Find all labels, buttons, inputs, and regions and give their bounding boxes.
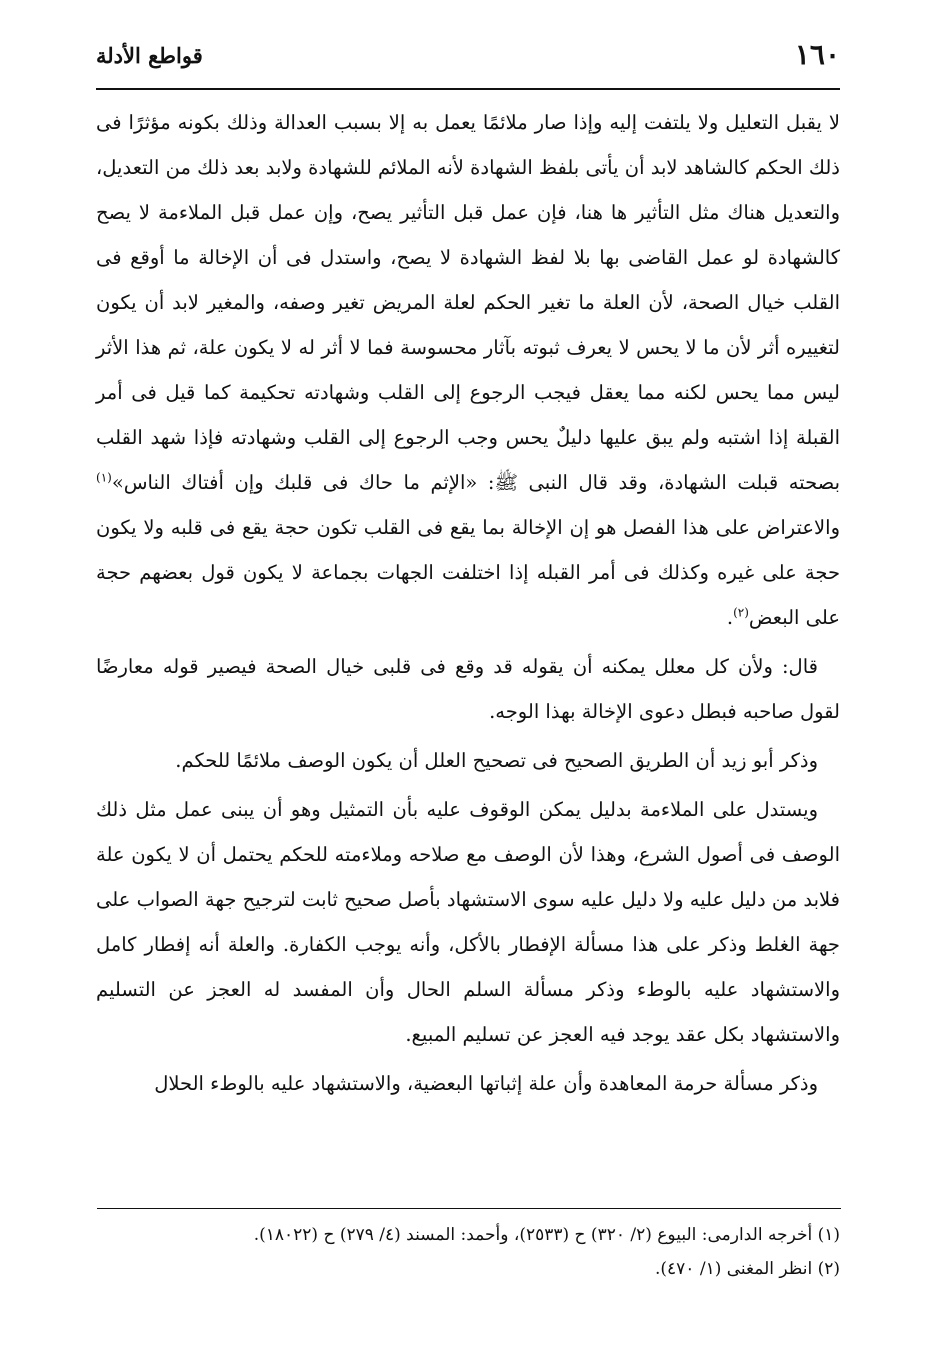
- paragraph: وذكر أبو زيد أن الطريق الصحيح فى تصحيح العلل أن يكون الوصف ملائمًا للحكم.: [175, 749, 818, 772]
- paragraph: وذكر مسألة حرمة المعاهدة وأن علة إثباتها البعضية، والاستشهاد عليه بالوطء الحلال: [154, 1072, 818, 1095]
- page-header: [96, 36, 840, 76]
- paragraph: قال: ولأن كل معلل يمكنه أن يقوله قد وقع فى قلبى خيال الصحة فيصير قوله معارضًا لقول صاحبه فبطل دعوى الإخالة بهذا الوجه.: [96, 655, 840, 723]
- paragraph-text-continued: والاعتراض على هذا الفصل هو إن الإخالة بما يقع فى القلب تكون حجة يقع فى قلبه ولا يكون حجة على غيره وكذلك فى أمر القبله إذا اختلفت الجهات بجماعة لا يكون قول بعضهم حجة على البعض: [96, 516, 840, 629]
- paragraph: [96, 100, 840, 640]
- paragraph-end-punctuation: .: [726, 606, 734, 629]
- running-title: قواطع الأدلة: [96, 43, 203, 68]
- footnote: (١) أخرجه الدارمى: البيوع (٢/ ٣٢٠) ح (٢٥٣٣)، وأحمد: المسند (٤/ ٢٧٩) ح (١٨٠٢٢).: [253, 1225, 840, 1245]
- footnote-rule: [97, 1208, 841, 1209]
- footnote: (٢) انظر المغنى (١/ ٤٧٠).: [654, 1259, 840, 1279]
- header-rule: [96, 88, 840, 90]
- paragraph: ويستدل على الملاءمة بدليل يمكن الوقوف عليه بأن التمثيل وهو أن يبنى عمل مثل ذلك الوصف فى أصول الشرع، وهذا لأن الوصف مع صلاحه وملاءمته للحكم يحتمل أن لا يكون علة فلابد من دليل عليه ولا دليل عليه سوى الاستشهاد بأصل صحيح ثابت لترجيح جهة الصواب على جهة الغلط وذكر على هذا مسألة الإفطار بالأكل، وأنه يوجب الكفارة. والعلة أنه إفطار كامل والاستشهاد عليه بالوطء وذكر مسألة السلم الحال وأن المفسد له العجز عن التسليم والاستشهاد بكل عقد يوجد فيه العجز عن تسليم المبيع.: [96, 798, 840, 1046]
- paragraph-text: لا يقبل التعليل ولا يلتفت إليه وإذا صار ملائمًا يعمل به إلا بسبب العدالة وذلك بكونه مؤثرًا فى ذلك الحكم كالشاهد لابد أن يأتى بلفظ الشهادة لأنه الملائم للشهادة ولابد بعد ذلك من التعديل، والتعديل هناك مثل التأثير ها هنا، فإن عمل قبل التأثير يصح، وإن عمل قبل الملاءمة لا يصح كالشهادة لو عمل القاضى بها بلا لفظ الشهادة لا يصح، واستدل فى أن الإخالة ما أوقع فى القلب خيال الصحة، لأن العلة ما تغير الحكم لعلة المريض تغير وصفه، والمغير لابد أن يكون لتغييره أثر لأن ما لا يحس لا يعرف ثبوته بآثار محسوسة فما لا أثر له لا يكون علة، ثم هذا الأثر ليس مما يحس لكنه مما يعقل فيجب الرجوع إلى القلب وشهادته تحكيمة كما قيل فى أمر القبلة إذا اشتبه ولم يبق عليها دليلٌ يحس وجب الرجوع إلى القلب وشهادته فإذا شهد القلب بصحته قبلت الشهادة، وقد قال النبى ﷺ: «الإثم ما حاك فى قلبك وإن أفتاك الناس»: [96, 111, 840, 494]
- footnote-marker: (٢): [733, 605, 749, 620]
- main-text: [96, 100, 840, 1110]
- page-number: ١٦٠: [794, 38, 840, 71]
- footnote-marker: (١): [96, 470, 112, 485]
- footnotes: [96, 1218, 840, 1286]
